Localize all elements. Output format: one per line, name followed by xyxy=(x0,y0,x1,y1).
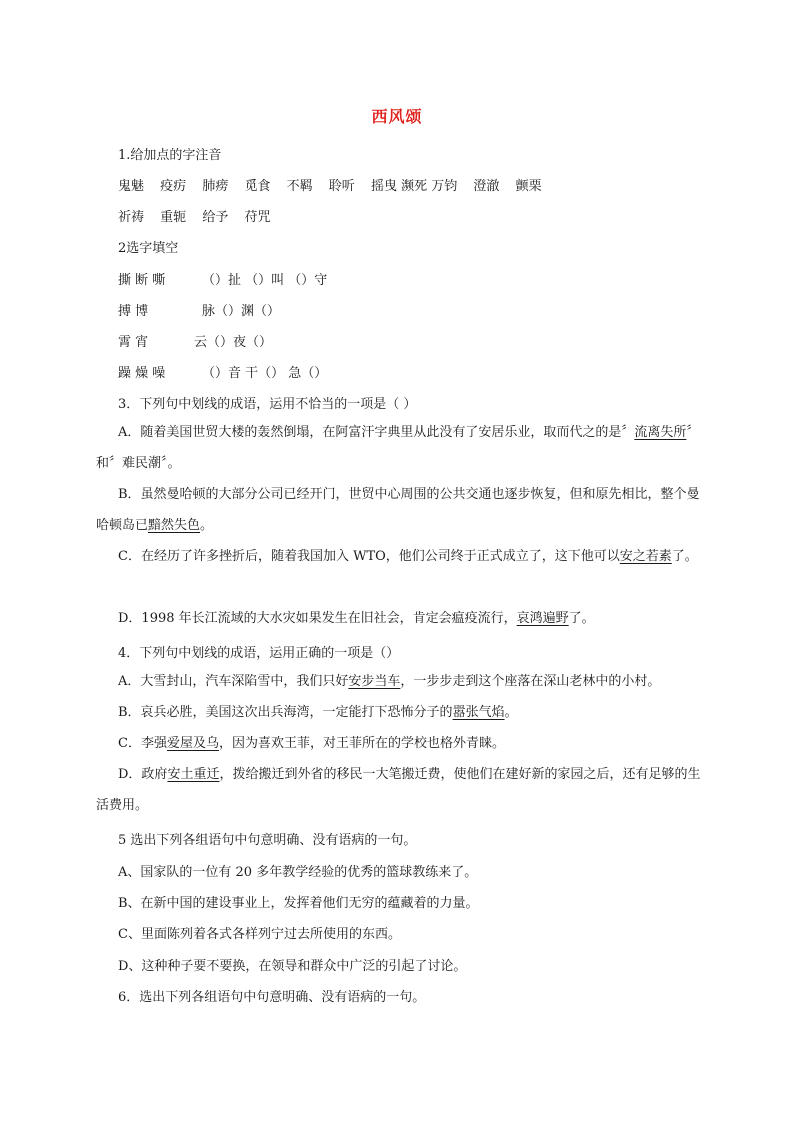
q5-option-a: A、国家队的一位有 20 多年教学经验的优秀的篮球教练来了。 xyxy=(118,865,478,880)
q1-heading: 1.给加点的字注音 xyxy=(118,148,222,163)
q2-row xyxy=(118,362,327,381)
q4-option-c xyxy=(96,728,704,759)
q2-row xyxy=(118,300,280,319)
underlined-idiom: 嚣张气焰 xyxy=(452,705,505,720)
q6-heading: 6．选出下列各组语句中句意明确、没有语病的一句。 xyxy=(118,990,426,1005)
q4-b-text: B．哀兵必胜，美国这次出兵海湾，一定能打下恐怖分子的 xyxy=(118,705,453,720)
q5-option-d: D、这种种子要不要换，在领导和群众中广泛的引起了讨论。 xyxy=(118,959,467,974)
q4-d-text: D．政府 xyxy=(118,767,168,782)
q5-option-c: C、里面陈列着各式各样列宁过去所使用的东西。 xyxy=(118,927,401,942)
q4-option-d xyxy=(96,759,704,821)
q1-word: 颤栗 xyxy=(515,179,542,194)
underlined-idiom: 爱屋及乌 xyxy=(166,736,219,751)
q3-option-b xyxy=(96,479,704,541)
underlined-idiom: 安步当车 xyxy=(348,674,401,689)
q1-word: 不羁 xyxy=(286,179,313,194)
q3-b-text-end: 。 xyxy=(200,518,214,533)
q5-heading: 5 选出下列各组语句中句意明确、没有语病的一句。 xyxy=(118,833,417,848)
underlined-idiom: 安土重迁 xyxy=(167,767,220,782)
q1-word: 给予 xyxy=(202,210,229,225)
q1-word: 鬼魅 xyxy=(118,179,145,194)
q5-option-b: B、在新中国的建设事业上，发挥着他们无穷的蕴藏着的力量。 xyxy=(118,896,479,911)
underlined-idiom: 失所 xyxy=(660,425,687,440)
q2-blanks: （）扯 （）叫 （）守 xyxy=(202,273,328,288)
q3-option-a xyxy=(96,417,704,479)
q4-b-text-end: 。 xyxy=(504,705,518,720)
q1-word: 祈祷 xyxy=(118,210,145,225)
q3-c-text-end: 了。 xyxy=(671,549,698,564)
q1-word: 肺痨 xyxy=(202,179,229,194)
q3-d-text: D．1998 年长江流域的大水灾如果发生在旧社会，肯定会瘟疫流行， xyxy=(118,611,517,626)
q4-c-text: C．李强 xyxy=(118,736,167,751)
underlined-idiom: 哀鸿遍野 xyxy=(516,611,569,626)
q2-blanks: 云（）夜（） xyxy=(194,335,273,350)
q4-option-a xyxy=(96,666,704,697)
q3-a-text-end: 〞和〞难民潮〞。 xyxy=(96,425,700,471)
q1-word: 濒死 xyxy=(401,179,428,194)
q4-c-text-end: ，因为喜欢王菲，对王菲所在的学校也格外青睐。 xyxy=(218,736,505,751)
q4-a-text: A．大雪封山，汽车深陷雪中，我们只好 xyxy=(118,674,349,689)
q2-chars: 搏 博 xyxy=(118,304,149,319)
q2-chars: 躁 燥 噪 xyxy=(118,366,166,381)
q3-c-text: C．在经历了许多挫折后，随着我国加入 WTO，他们公司终于正式成立了，这下他可以 xyxy=(118,549,620,564)
page-title: 西风颂 xyxy=(371,107,423,126)
q3-option-d xyxy=(96,603,704,634)
q2-chars: 撕 断 嘶 xyxy=(118,273,166,288)
q4-option-b xyxy=(96,697,704,728)
q4-heading: 4．下列句中划线的成语，运用正确的一项是（） xyxy=(118,646,400,661)
q1-row2 xyxy=(118,206,270,225)
q2-heading: 2选字填空 xyxy=(118,241,179,256)
q1-row1 xyxy=(118,175,542,194)
q4-a-text-end: ，一步步走到这个座落在深山老林中的小村。 xyxy=(400,674,661,689)
q3-d-text-end: 了。 xyxy=(568,611,595,626)
q3-option-c xyxy=(96,541,704,572)
q1-word: 疫疠 xyxy=(160,179,187,194)
q2-row xyxy=(118,269,327,288)
q1-word: 重轭 xyxy=(160,210,187,225)
q3-heading: 3．下列句中划线的成语，运用不恰当的一项是（ ） xyxy=(118,397,417,412)
underlined-idiom: 流离 xyxy=(634,425,661,440)
q2-blanks: 脉（）渊（） xyxy=(202,304,281,319)
q1-word: 万钧 xyxy=(431,179,458,194)
q3-a-text: A．随着美国世贸大楼的轰然倒塌，在阿富汗字典里从此没有了安居乐业，取而代之的是〞 xyxy=(118,425,635,440)
q1-word: 摇曳 xyxy=(370,179,397,194)
q2-row xyxy=(118,331,272,350)
q1-word: 苻咒 xyxy=(244,210,271,225)
q3-b-text: B．虽然曼哈顿的大部分公司已经开门，世贸中心周围的公共交通也逐步恢复，但和原先相比，整个曼哈顿岛已 xyxy=(96,487,700,533)
q1-word: 澄澈 xyxy=(473,179,500,194)
underlined-idiom: 安之若素 xyxy=(619,549,672,564)
q1-word: 聆听 xyxy=(328,179,355,194)
underlined-idiom: 黯然失色 xyxy=(148,518,201,533)
q1-word: 觅食 xyxy=(244,179,271,194)
q2-chars: 霄 宵 xyxy=(118,335,149,350)
q2-blanks: （）音 干（） 急（） xyxy=(202,366,328,381)
q4-d-text-end: ，拨给搬迁到外省的移民一大笔搬迁费，使他们在建好新的家园之后，还有足够的生活费用。 xyxy=(96,767,701,813)
